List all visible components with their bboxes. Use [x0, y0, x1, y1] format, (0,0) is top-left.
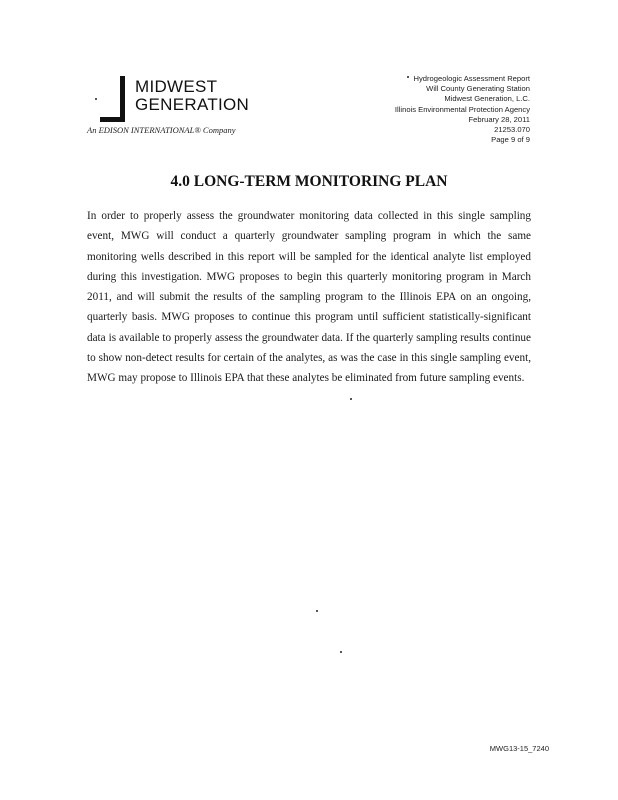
header-line: 21253.070: [494, 125, 530, 135]
report-header: [395, 74, 530, 145]
logo-wordmark: [135, 78, 249, 114]
scan-speck: [340, 651, 342, 653]
header-line: February 28, 2011: [468, 114, 530, 124]
section-title: 4.0 LONG-TERM MONITORING PLAN: [170, 173, 448, 190]
scan-speck: [316, 610, 318, 612]
logo-line-1: MIDWEST: [135, 77, 218, 96]
header-line: Midwest Generation, L.C.: [444, 94, 530, 104]
header-line: Will County Generating Station: [426, 84, 530, 94]
logo-mark-icon: [112, 76, 126, 122]
header-line: Hydrogeologic Assessment Report: [413, 74, 530, 83]
header-line: Page 9 of 9: [491, 135, 530, 145]
body-paragraph: In order to properly assess the groundwater monitoring data collected in this single sampling event, MWG will conduct a quarterly groundwater sampling program in which the same monitoring wells described in this report will be sampled for the identical analyte list employed during this investigation. MWG proposes to begin this quarterly monitoring program in March 2011, and will submit the results of the sampling program to the Illinois EPA on an ongoing, quarterly basis. MWG proposes to continue this program until sufficient statistically-significant data is available to properly assess the groundwater data. If the quarterly sampling results continue to show non-detect results for certain of the analytes, as was the case in this single sampling event, MWG may propose to Illinois EPA that these analytes be eliminated from future sampling events.: [87, 210, 531, 385]
logo-tagline: An EDISON INTERNATIONAL® Company: [87, 125, 236, 135]
bates-number: MWG13-15_7240: [489, 744, 549, 753]
header-line: Illinois Environmental Protection Agency: [394, 104, 530, 114]
scan-speck: [95, 98, 97, 100]
logo-line-2: GENERATION: [135, 95, 250, 114]
scan-speck: [350, 398, 352, 400]
